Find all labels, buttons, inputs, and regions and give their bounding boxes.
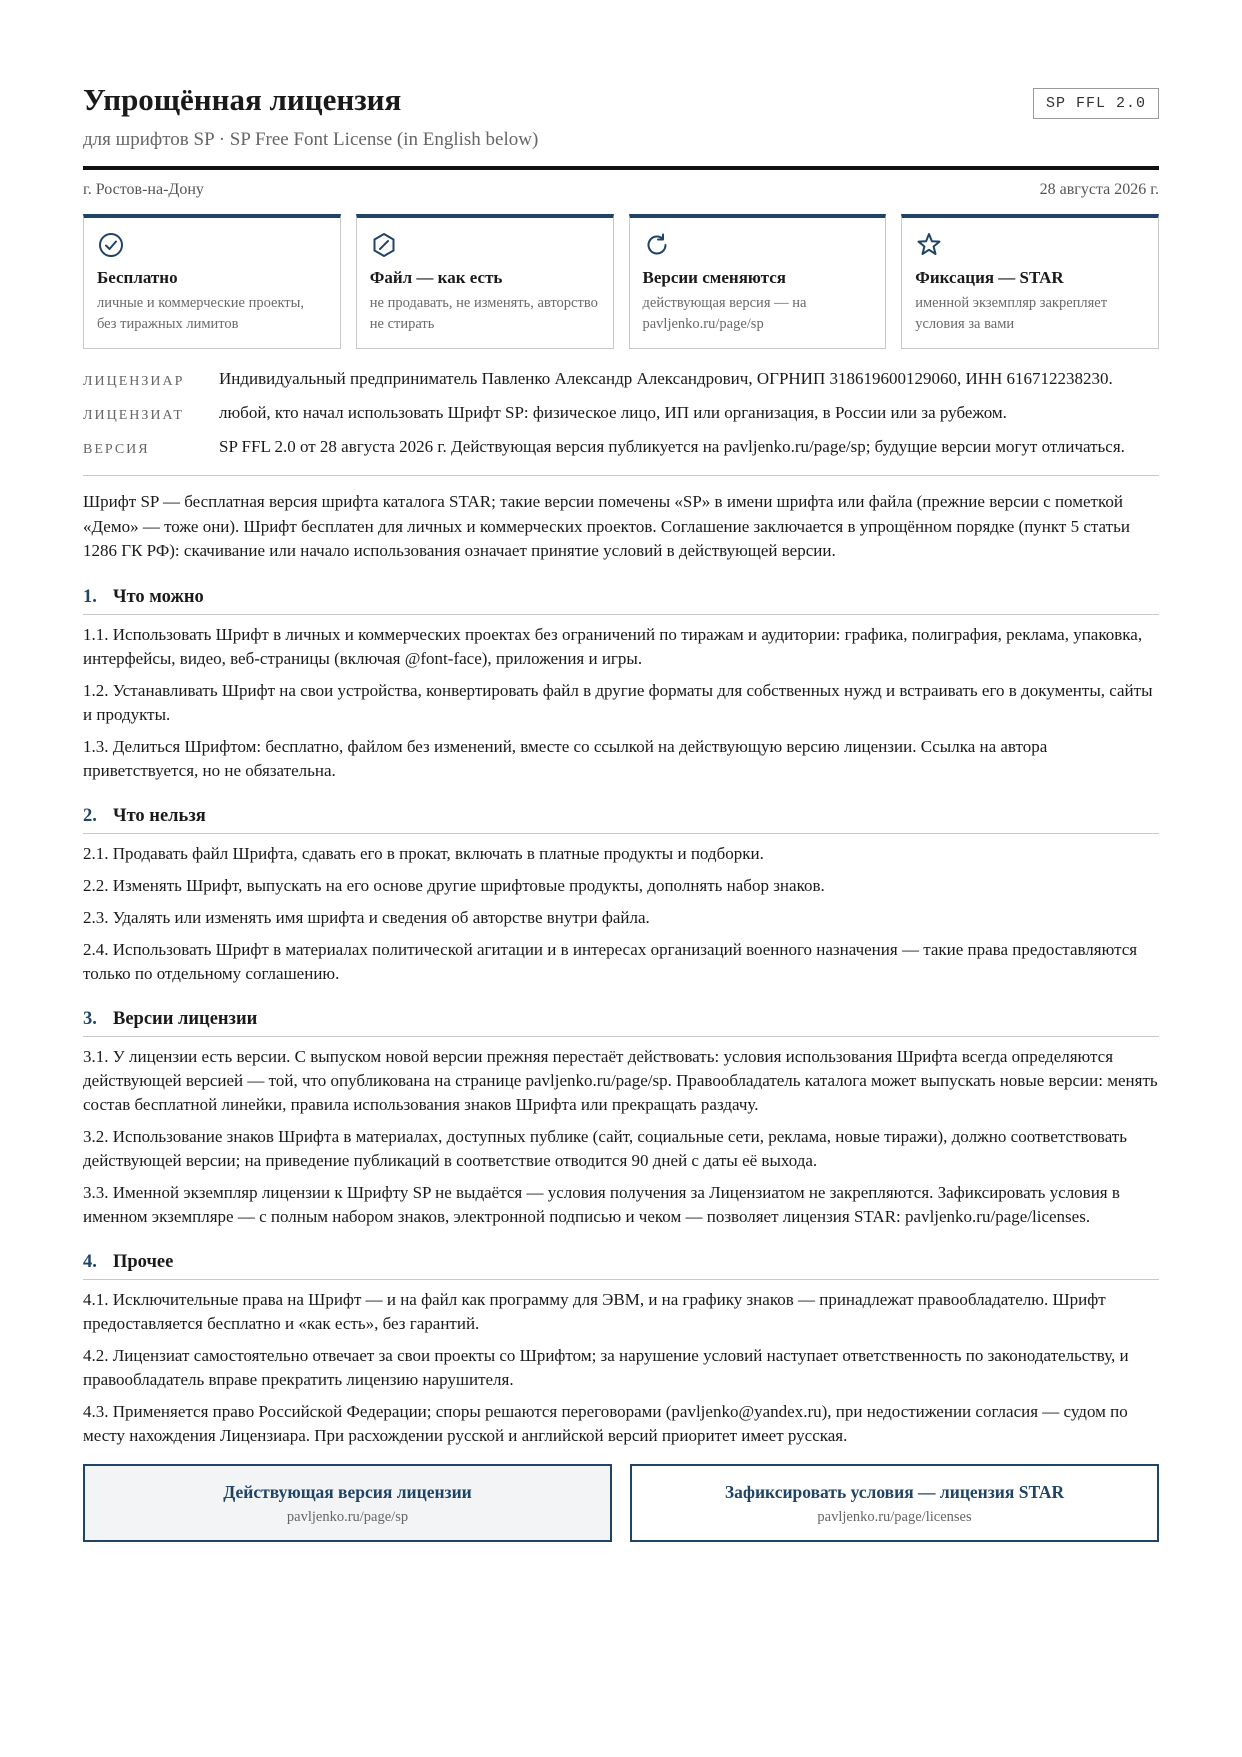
party-value: SP FFL 2.0 от 28 августа 2026 г. Действующая версия публикуется на pavljenko.ru/page/sp; будущие версии могут отличаться. bbox=[219, 437, 1125, 456]
party-label: ЛИЦЕНЗИАР bbox=[83, 374, 185, 389]
clause: 2.2. Изменять Шрифт, выпускать на его основе другие шрифтовые продукты, дополнять набор знаков. bbox=[83, 875, 825, 895]
feature-desc: личные и коммерческие проекты, без тиражных лимитов bbox=[97, 295, 305, 332]
clause: 4.2. Лицензиат самостоятельно отвечает за свои проекты со Шрифтом; за нарушение условий наступает ответственность по законодательству, и правообладатель вправе прекратить лицензию нарушителя. bbox=[83, 1345, 1129, 1389]
section-heading bbox=[83, 585, 1159, 615]
section-number: 3. bbox=[83, 1008, 97, 1029]
link-title: Зафиксировать условия — лицензия STAR bbox=[724, 1481, 1065, 1502]
document-city: г. Ростов-на-Дону bbox=[83, 181, 204, 198]
feature-cards bbox=[83, 214, 1159, 349]
party-licensor bbox=[83, 367, 1159, 393]
document-title: Упрощённая лицензия bbox=[83, 82, 402, 117]
party-licensee bbox=[83, 401, 1159, 427]
clause: 2.4. Использовать Шрифт в материалах политической агитации и в интересах организаций военного назначения — такие права предоставляются только по отдельному соглашению. bbox=[83, 939, 1138, 983]
refresh-icon bbox=[643, 231, 671, 259]
clause: 2.1. Продавать файл Шрифта, сдавать его в прокат, включать в платные продукты и подборки. bbox=[83, 843, 764, 863]
clause: 3.3. Именной экземпляр лицензии к Шрифту SP не выдаётся — условия получения за Лицензиатом не закрепляются. Зафиксировать условия в именном экземпляре — с полным набором знаков, электронной подписью и чеком — позволяет лицензия STAR: pavljenko.ru/page/licenses. bbox=[83, 1182, 1120, 1226]
feature-title: Файл — как есть bbox=[369, 268, 503, 287]
party-version bbox=[83, 435, 1159, 461]
section-allowed bbox=[83, 585, 1159, 783]
parties-block bbox=[83, 367, 1159, 461]
feature-desc: действующая версия — на pavljenko.ru/page/sp bbox=[642, 295, 807, 332]
clause: 1.3. Делиться Шрифтом: бесплатно, файлом без изменений, вместе со ссылкой на действующую версию лицензии. Ссылка на автора приветствуется, но не обязательна. bbox=[83, 736, 1048, 780]
clause: 4.1. Исключительные права на Шрифт — и на файл как программу для ЭВМ, и на графику знаков — принадлежат правообладателю. Шрифт предоставляется бесплатно и «как есть», без гарантий. bbox=[83, 1289, 1106, 1333]
section-heading bbox=[83, 1250, 1159, 1280]
feature-card-star bbox=[901, 214, 1159, 349]
section-versions bbox=[83, 1007, 1159, 1229]
clause: 1.2. Устанавливать Шрифт на свои устройства, конвертировать файл в другие форматы для собственных нужд и встраивать его в документы, сайты и продукты. bbox=[83, 680, 1153, 724]
section-title: Что можно bbox=[113, 586, 204, 607]
feature-title: Фиксация — STAR bbox=[915, 268, 1064, 287]
link-title: Действующая версия лицензии bbox=[223, 1481, 472, 1502]
party-value: Индивидуальный предприниматель Павленко Александр Александрович, ОГРНИП 318619600129060, ИНН 616712238230. bbox=[219, 369, 1113, 388]
check-circle-icon bbox=[97, 231, 125, 259]
feature-title: Версии сменяются bbox=[642, 268, 786, 287]
party-label: ВЕРСИЯ bbox=[83, 442, 150, 457]
link-url: pavljenko.ru/page/licenses bbox=[817, 1508, 972, 1525]
license-version-badge: SP FFL 2.0 bbox=[1033, 88, 1159, 119]
clause: 3.2. Использование знаков Шрифта в материалах, доступных публике (сайт, социальные сети, реклама, новые тиражи), должно соответствовать действующей версии; на приведение публикаций в соответствие отводится 90 дней с даты её выхода. bbox=[83, 1126, 1127, 1170]
clause: 4.3. Применяется право Российской Федерации; споры решаются переговорами (pavljenko@yandex.ru), при недостижении согласия — судом по месту нахождения Лицензиара. При расхождении русской и английской версий приоритет имеет русская. bbox=[83, 1401, 1128, 1445]
section-title: Прочее bbox=[113, 1251, 174, 1272]
parties-divider bbox=[83, 475, 1159, 476]
document-header bbox=[83, 0, 1159, 200]
clause: 3.1. У лицензии есть версии. С выпуском новой версии прежняя перестаёт действовать: условия использования Шрифта всегда определяются действующей версией — той, что опубликована на странице pavljenko.ru/page/sp. Правообладатель каталога может выпускать новые версии: менять состав бесплатной линейки, правила использования знаков Шрифта или прекращать раздачу. bbox=[83, 1046, 1158, 1114]
document-date: 28 августа 2026 г. bbox=[1039, 181, 1159, 198]
section-other bbox=[83, 1250, 1159, 1448]
section-number: 4. bbox=[83, 1251, 97, 1272]
feature-title: Бесплатно bbox=[97, 268, 178, 287]
star-icon bbox=[915, 231, 943, 259]
feature-card-free bbox=[83, 214, 341, 349]
feature-desc: не продавать, не изменять, авторство не стирать bbox=[369, 295, 598, 332]
no-edit-hexagon-icon bbox=[370, 231, 398, 259]
clause: 2.3. Удалять или изменять имя шрифта и сведения об авторстве внутри файла. bbox=[83, 907, 650, 927]
document-subtitle: для шрифтов SP · SP Free Font License (in English below) bbox=[83, 129, 539, 150]
star-license-link[interactable] bbox=[630, 1464, 1159, 1542]
section-title: Версии лицензии bbox=[113, 1008, 258, 1029]
feature-card-versions bbox=[629, 214, 887, 349]
intro-paragraph: Шрифт SP — бесплатная версия шрифта каталога STAR; такие версии помечены «SP» в имени шрифта или файла (прежние версии с пометкой «Демо» — тоже они). Шрифт бесплатен для личных и коммерческих проектов. Соглашение заключается в упрощённом порядке (пункт 5 статьи 1286 ГК РФ): скачивание или начало использования означает принятие условий в действующей версии. bbox=[83, 492, 1130, 560]
party-value: любой, кто начал использовать Шрифт SP: физическое лицо, ИП или организация, в России или за рубежом. bbox=[219, 403, 1007, 422]
section-number: 1. bbox=[83, 586, 97, 607]
place-date-row bbox=[83, 180, 1159, 200]
section-number: 2. bbox=[83, 805, 97, 826]
header-divider bbox=[83, 166, 1159, 170]
section-heading bbox=[83, 804, 1159, 834]
section-heading bbox=[83, 1007, 1159, 1037]
link-buttons bbox=[83, 1464, 1159, 1542]
feature-desc: именной экземпляр закрепляет условия за вами bbox=[915, 295, 1108, 332]
section-forbidden bbox=[83, 804, 1159, 986]
current-license-link[interactable] bbox=[83, 1464, 612, 1542]
link-url: pavljenko.ru/page/sp bbox=[286, 1508, 409, 1525]
clause: 1.1. Использовать Шрифт в личных и коммерческих проектах без ограничений по тиражам и аудитории: графика, полиграфия, реклама, упаковка, интерфейсы, видео, веб-страницы (включая @font-face), приложения и игры. bbox=[83, 624, 1143, 668]
party-label: ЛИЦЕНЗИАТ bbox=[83, 408, 184, 423]
section-title: Что нельзя bbox=[113, 805, 206, 826]
feature-card-file-as-is bbox=[356, 214, 614, 349]
